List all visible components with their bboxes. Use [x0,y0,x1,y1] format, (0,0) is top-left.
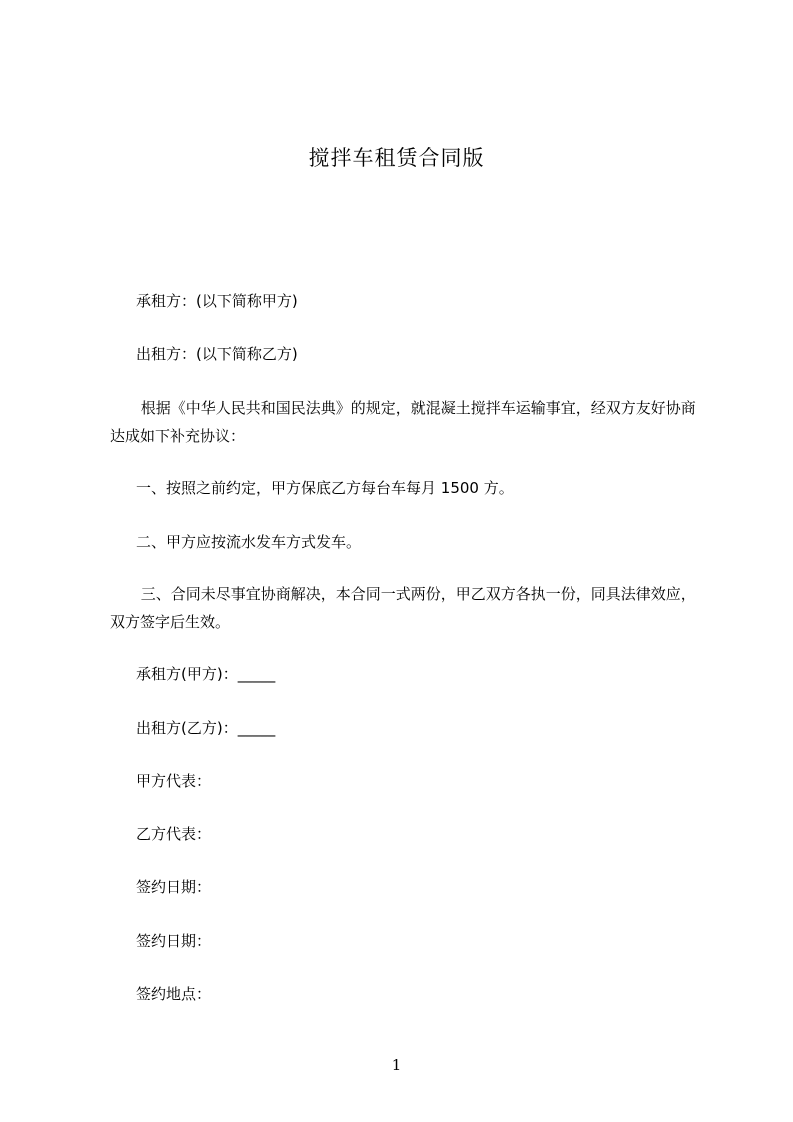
page-number: 1 [391,1056,402,1074]
sign-date-2: 签约日期： [136,932,212,950]
preamble-paragraph: 根据《中华人民共和国民法典》的规定，就混凝土搅拌车运输事宜，经双方友好协商达成如下补充协议： [110,399,696,445]
clause-1: 一、按照之前约定，甲方保底乙方每台车每月 1500 方。 [136,479,514,497]
lessor-line: 出租方：(以下简称乙方) [136,345,298,363]
signature-party-b: 出租方(乙方)：_____ [136,719,276,737]
sign-date-1: 签约日期： [136,878,212,896]
clause-2: 二、甲方应按流水发车方式发车。 [136,533,362,551]
sign-location: 签约地点： [136,985,212,1003]
signature-party-a: 承租方(甲方)：_____ [136,665,276,683]
lessee-line: 承租方：(以下简称甲方) [136,292,298,310]
document-title: 搅拌车租赁合同版 [308,146,485,170]
party-a-representative: 甲方代表： [136,772,212,790]
party-b-representative: 乙方代表： [136,825,212,843]
clause-3: 三、合同未尽事宜协商解决，本合同一式两份，甲乙双方各执一份，同具法律效应，双方签字后生效。 [110,585,696,631]
